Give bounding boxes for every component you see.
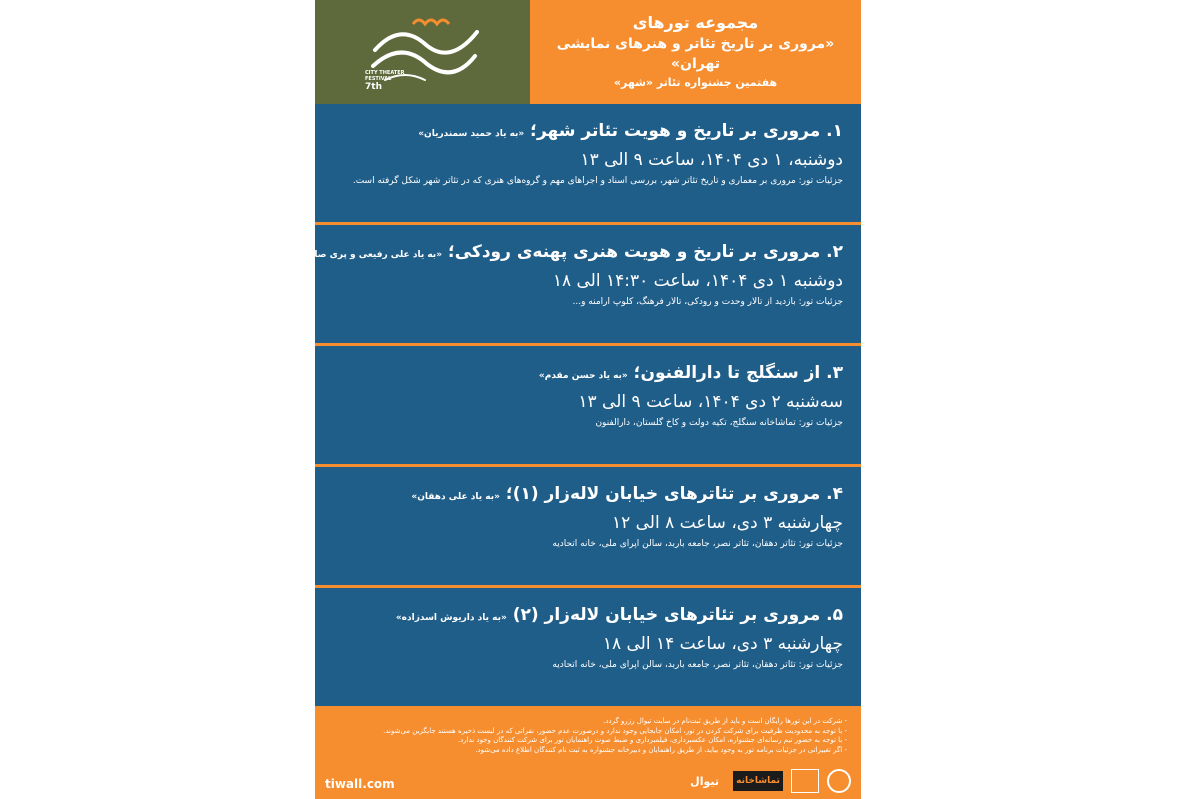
tour-card-3: [315, 346, 861, 467]
tiwall-logo: تیوال: [690, 774, 719, 788]
tour-title-text: ۲. مروری بر تاریخ و هویت هنری پهنه‌ی رودکی؛: [447, 242, 843, 262]
tour-card-1: [315, 104, 861, 225]
tour-title-text: ۳. از سنگلج تا دارالفنون؛: [633, 363, 843, 383]
festival-name: هفتمین جشنواره تئاتر «شهر»: [613, 76, 778, 89]
tour-date: دوشنبه ۱ دی ۱۴۰۴، ساعت ۱۴:۳۰ الی ۱۸: [552, 271, 843, 291]
tour-title-text: ۱. مروری بر تاریخ و هویت تئاتر شهر؛: [530, 121, 843, 141]
tour-memo: «به یاد حمید سمندریان»: [418, 129, 525, 139]
tamasha-logo: تماشاخانه: [733, 771, 783, 791]
logo-number: 7th: [365, 82, 382, 92]
tour-card-5: [315, 588, 861, 709]
tour-list: [291, 104, 861, 709]
poster-subtitle: «مروری بر تاریخ تئاتر و هنرهای نمایشی تهران»: [556, 36, 835, 72]
tour-date: دوشنبه، ۱ دی ۱۴۰۴، ساعت ۹ الی ۱۳: [580, 150, 843, 170]
tour-memo: «به یاد علی رفیعی و پری صابری»: [291, 250, 443, 260]
tour-title: [333, 602, 843, 631]
tour-title: [333, 481, 843, 510]
tour-details: جزئیات تور: تماشاخانه سنگلج، تکیه دولت و کاخ گلستان، دارالفنون: [595, 418, 843, 428]
poster-title: مجموعه تورهای: [632, 13, 759, 32]
note-item: - شرکت در این تورها رایگان است و باید از طریق ثبت‌نام در سایت تیوال رزرو گردد.: [603, 717, 847, 725]
sponsor-box-logo: [791, 769, 819, 793]
tour-memo: «به یاد حسن مقدم»: [538, 371, 628, 381]
poster-header: [315, 0, 861, 104]
tour-date: چهارشنبه ۳ دی، ساعت ۸ الی ۱۲: [611, 513, 843, 533]
poster-title-box: [530, 0, 861, 104]
tour-date: سه‌شنبه ۲ دی ۱۴۰۴، ساعت ۹ الی ۱۳: [578, 392, 843, 412]
tour-title-text: ۵. مروری بر تئاترهای خیابان لاله‌زار (۲): [512, 605, 843, 625]
tour-memo: «به یاد داریوش اسدزاده»: [395, 613, 507, 623]
tour-title: [333, 360, 843, 389]
tour-card-2: [291, 225, 861, 346]
tour-title: [333, 118, 843, 147]
tour-title: [291, 239, 843, 268]
logo-caption: [365, 70, 425, 92]
note-item: - با توجه به محدودیت ظرفیت برای شرکت کردن در تور، امکان جابجایی وجود ندارد و درصورت عدم حضور، نفراتی که در لیست ذخیره هستند جایگزین می‌شوند.: [383, 726, 847, 735]
tour-poster: [291, 0, 861, 799]
sponsor-round-logo: [827, 769, 851, 793]
tour-details: جزئیات تور: بازدید از تالار وحدت و رودکی، تالار فرهنگ، کلوپ ارامنه و...: [572, 297, 843, 307]
tour-card-4: [315, 467, 861, 588]
tour-date: چهارشنبه ۳ دی، ساعت ۱۴ الی ۱۸: [602, 634, 843, 654]
logo-text-line2: FESTIVAL: [365, 76, 392, 82]
notes-list: [327, 717, 847, 755]
tour-details: جزئیات تور: مروری بر معماری و تاریخ تئاتر شهر، بررسی اسناد و اجراهای مهم و گروه‌های هنری که در تئاتر شهر شکل گرفته است.: [352, 176, 843, 186]
note-item: - با توجه به حضور تیم رسانه‌ای جشنواره، امکان عکسبرداری، فیلمبرداری و ضبط صوت راهنمایان تور برای شرکت کنندگان وجود ندارد.: [457, 736, 847, 744]
note-item: - اگر تغییراتی در جزئیات برنامه تور به وجود بیاید، از طریق راهنمایان و دبیرخانه جشنواره به ثبت نام کنندگان اطلاع داده می‌شود.: [475, 745, 847, 754]
festival-logo: [315, 0, 530, 104]
sponsor-logos: [684, 769, 851, 793]
poster-footer: [315, 709, 861, 799]
logo-text-line1: CITY THEATER: [365, 70, 405, 76]
tour-title-text: ۴. مروری بر تئاترهای خیابان لاله‌زار (۱)؛: [505, 484, 843, 504]
website-link[interactable]: tiwall.com: [325, 777, 395, 791]
tour-memo: «به یاد علی دهقان»: [411, 492, 500, 502]
tour-details: جزئیات تور: تئاتر دهقان، تئاتر نصر، جامعه باربد، سالن اپرای ملی، خانه اتحادیه: [552, 660, 843, 670]
tour-details: جزئیات تور: تئاتر دهقان، تئاتر نصر، جامعه باربد، سالن اپرای ملی، خانه اتحادیه: [552, 539, 843, 549]
